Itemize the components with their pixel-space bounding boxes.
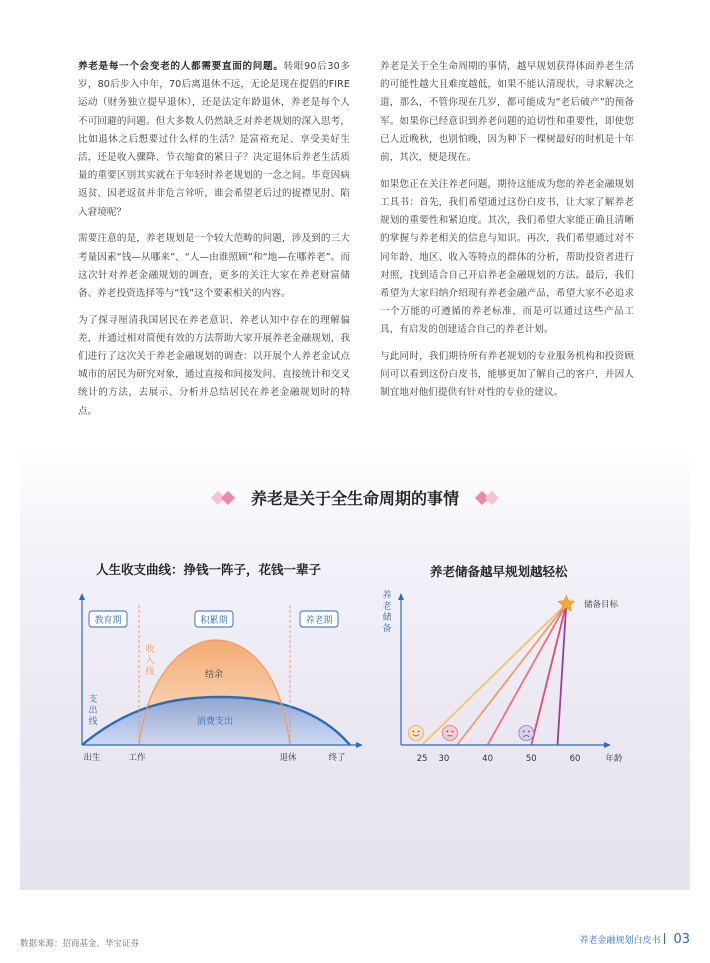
expense-line-label: 支出线 [88, 695, 98, 727]
right-paragraph-2: 如果您正在关注养老问题，期待这能成为您的养老金融规划工具书：首先，我们希望通过这份白皮书，让大家了解养老规划的重要性和紧迫度。其次，我们希望大家能正确且清晰的掌握与养老相关的信息与知识。再次，我们希望通过对不同年龄、地区、收入等特点的群体的分析，帮助投资者进行对照，找到适合自己开启养老金融规划的方法。最后，我们希望为大家归纳介绍现有养老金融产品，希望大家不必追求一个万能的可遵循的养老标准，而是可以通过这些产品工具，有启发的创建适合自己的养老计划。 [380, 178, 634, 336]
x-tick-birth: 出生 [83, 753, 101, 763]
footer-divider [664, 933, 665, 944]
chart2-x-tick-60: 60 [569, 754, 581, 764]
retirement-savings-chart-title: 养老储备越早规划越轻松 [430, 564, 568, 579]
savings-lines-group [422, 604, 566, 745]
savings-target-label: 储备目标 [584, 600, 619, 610]
chart2-y-axis-arrow-icon [398, 593, 404, 600]
income-line-label: 收入线 [145, 645, 155, 677]
neutral-face-icon [442, 726, 457, 741]
left-paragraph-1-lead: 养老是每一个会变老的人都需要直面的问题。 [78, 61, 284, 72]
stage-label-education: 教育期 [94, 616, 122, 626]
footer-title: 养老金融规划白皮书 [579, 936, 661, 946]
x-tick-work: 工作 [128, 753, 146, 763]
right-paragraph-3: 与此同时，我们期待所有养老规划的专业服务机构和投资顾问可以看到这份白皮书，能够更加了解自己的客户，并因人制宜地对他们提供有针对性的专业的建议。 [380, 351, 634, 399]
consumption-label: 消费支出 [196, 717, 234, 727]
chart2-x-tick-25: 25 [416, 754, 428, 764]
chart2-y-axis-label: 养老储备 [382, 591, 392, 634]
left-paragraph-2: 需要注意的是，养老规划是一个较大范畴的问题，涉及到的三大考量因素“钱—从哪来”、“人—由谁照顾”和“地—在哪养老”。而这次针对养老金融规划的调查，更多的关注大家在养老财富储备、养老投资选择等与“钱”这个要素相关的内容。 [78, 233, 350, 299]
chart2-x-axis-arrow-icon [604, 742, 611, 748]
page-number: 03 [673, 932, 690, 947]
happy-face-icon [409, 726, 424, 741]
chart2-x-tick-40: 40 [482, 754, 493, 764]
stage-label-accumulation: 积累期 [200, 616, 228, 626]
chart2-x-ticks [417, 754, 581, 764]
chart2-x-tick-50: 50 [525, 754, 537, 764]
life-cashflow-chart-title: 人生收支曲线：挣钱一阵子，花钱一辈子 [96, 562, 322, 577]
section-title: 养老是关于全生命周期的事情 [250, 489, 459, 508]
chart2-x-tick-30: 30 [438, 754, 450, 764]
right-paragraph-1: 养老是关于全生命周期的事情，越早规划获得体面养老生活的可能性越大且难度越低，如果不能认清现状，寻求解决之道，那么，不管你现在几岁，都可能成为“老后破产”的预备军。如果你已经意识到养老问题的迫切性和重要性，即使您已人近晚秋，也别怕晚，因为种下一棵树最好的时机是十年前，其次，便是现在。 [380, 61, 634, 164]
left-paragraph-1-body: 转眼90后30多岁，80后步入中年，70后离退休不远，无论是现在提倡的FIRE运动（财务独立提早退休），还是法定年龄退休，养老是每个人不可回避的问题。但大多数人仍然缺乏对养老规划的深入思考，比如退休之后想要过什么样的生活？是富裕充足、享受美好生活，还是收入骤降、节衣缩食的紧日子？决定退休后养老生活质量的重要区别其实就在于年轻时养老规划的一念之间。毕竟因病返贫、因老返贫并非危言耸听，谁会希望老后过的捉襟见肘、陷入窘境呢？ [78, 61, 350, 218]
savings-line-start-33 [457, 604, 566, 745]
savings-line-start-25 [422, 604, 566, 745]
x-tick-end: 终了 [328, 753, 346, 763]
footer-document-title [579, 932, 690, 947]
chart2-x-axis-label: 年龄 [605, 754, 623, 764]
stage-label-retirement: 养老期 [305, 616, 333, 626]
data-source: 数据来源：招商基金，华宝证券 [20, 939, 140, 949]
left-paragraph-3: 为了探寻厘清我国居民在养老意识、养老认知中存在的理解偏差，并通过相对简便有效的方法帮助大家开展养老金融规划，我们进行了这次关于养老金融规划的调查：以开展个人养老金试点城市的居民为研究对象，通过直接和间接发问、直接统计和交叉统计的方法，去展示、分析并总结居民在养老金融规划时的特点。 [78, 314, 350, 417]
savings-line-start-40 [488, 604, 567, 745]
sad-face-icon [519, 726, 534, 741]
x-tick-retire: 退休 [279, 753, 297, 763]
surplus-label: 结余 [204, 670, 224, 680]
